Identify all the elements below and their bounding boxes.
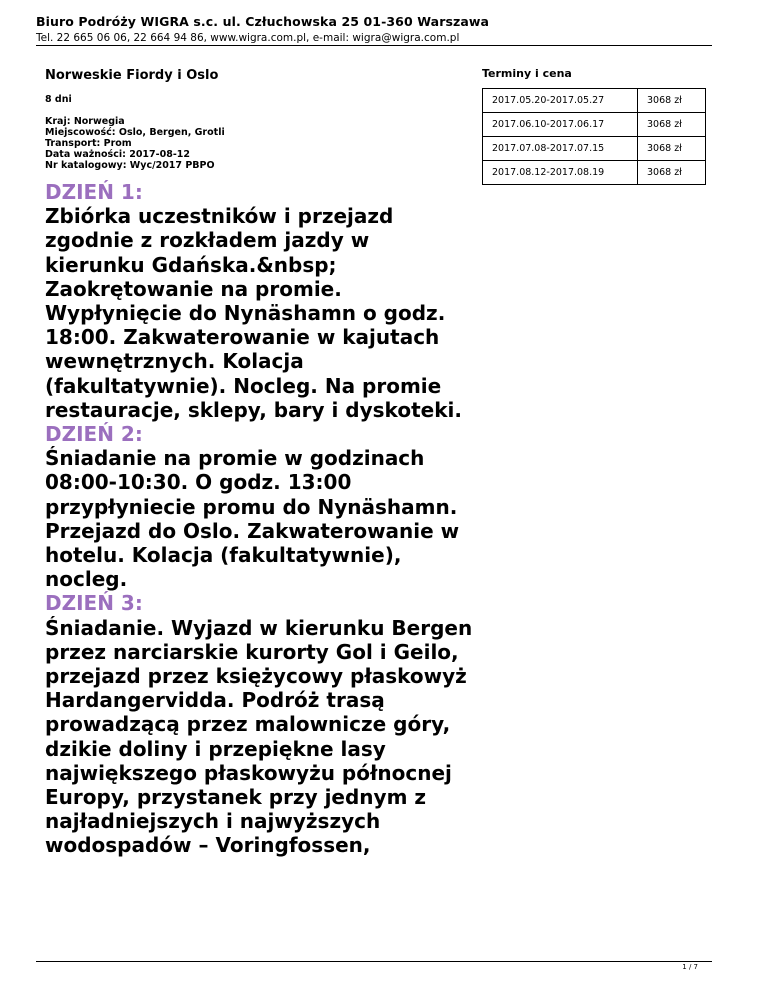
meta-catalog-number: Nr katalogowy: Wyc/2017 PBPO [45, 160, 215, 171]
day-label: DZIEŃ 2: [45, 422, 143, 447]
trip-program [45, 180, 475, 858]
day-description: Śniadanie na promie w godzinach 08:00-10:30. O godz. 13:00 przypłyniecie promu do Nynäshamn. Przejazd do Oslo. Zakwaterowanie w hotelu. Kolacja (fakultatywnie), nocleg. [45, 446, 460, 592]
trip-duration: 8 dni [45, 94, 72, 105]
term-price: 3068 zł [638, 89, 706, 113]
trip-meta [45, 116, 470, 171]
meta-country: Kraj: Norwegia [45, 116, 125, 127]
table-row [483, 89, 706, 113]
footer-divider [36, 961, 712, 962]
term-dates: 2017.07.08-2017.07.15 [483, 137, 638, 161]
meta-transport: Transport: Prom [45, 138, 132, 149]
table-row [483, 113, 706, 137]
terms-panel [482, 67, 706, 185]
day-description: Śniadanie. Wyjazd w kierunku Bergen przez narciarskie kurorty Gol i Geilo, przejazd przez księżycowy płaskowyż Hardangervidda. Podróż trasą prowadzącą przez malownicze góry, dzikie doliny i przepiękne lasy największego płaskowyżu północnej Europy, przystanek przy jednym z najładniejszych i najwyższych wodospadów – Voringfossen, [45, 615, 473, 858]
day-description: Zbiórka uczestników i przejazd zgodnie z rozkładem jazdy w kierunku Gdańska.&nbsp; Zaokrętowanie na promie. Wypłynięcie do Nynäshamn o godz. 18:00. Zakwaterowanie w kajutach wewnętrznych. Kolacja (fakultatywnie). Nocleg. Na promie restauracje, sklepy, bary i dyskoteki. [45, 204, 462, 422]
meta-valid-until: Data ważności: 2017-08-12 [45, 149, 190, 160]
day-label: DZIEŃ 1: [45, 180, 143, 204]
page-number: 1 / 7 [682, 963, 698, 971]
table-row [483, 161, 706, 185]
term-price: 3068 zł [638, 113, 706, 137]
term-price: 3068 zł [638, 161, 706, 185]
trip-info [45, 67, 470, 171]
term-dates: 2017.08.12-2017.08.19 [483, 161, 638, 185]
day-label: DZIEŃ 3: [45, 591, 143, 616]
company-address: Biuro Podróży WIGRA s.c. ul. Człuchowska 25 01-360 Warszawa [36, 14, 490, 29]
header-divider [36, 45, 712, 46]
term-price: 3068 zł [638, 137, 706, 161]
term-dates: 2017.05.20-2017.05.27 [483, 89, 638, 113]
table-row [483, 137, 706, 161]
terms-title: Terminy i cena [482, 67, 572, 80]
meta-locations: Miejscowość: Oslo, Bergen, Grotli [45, 127, 225, 138]
terms-table [482, 88, 706, 185]
term-dates: 2017.06.10-2017.06.17 [483, 113, 638, 137]
trip-title: Norweskie Fiordy i Oslo [45, 68, 219, 83]
company-contact: Tel. 22 665 06 06, 22 664 94 86, www.wigra.com.pl, e-mail: wigra@wigra.com.pl [36, 32, 460, 44]
page-header [36, 14, 732, 45]
